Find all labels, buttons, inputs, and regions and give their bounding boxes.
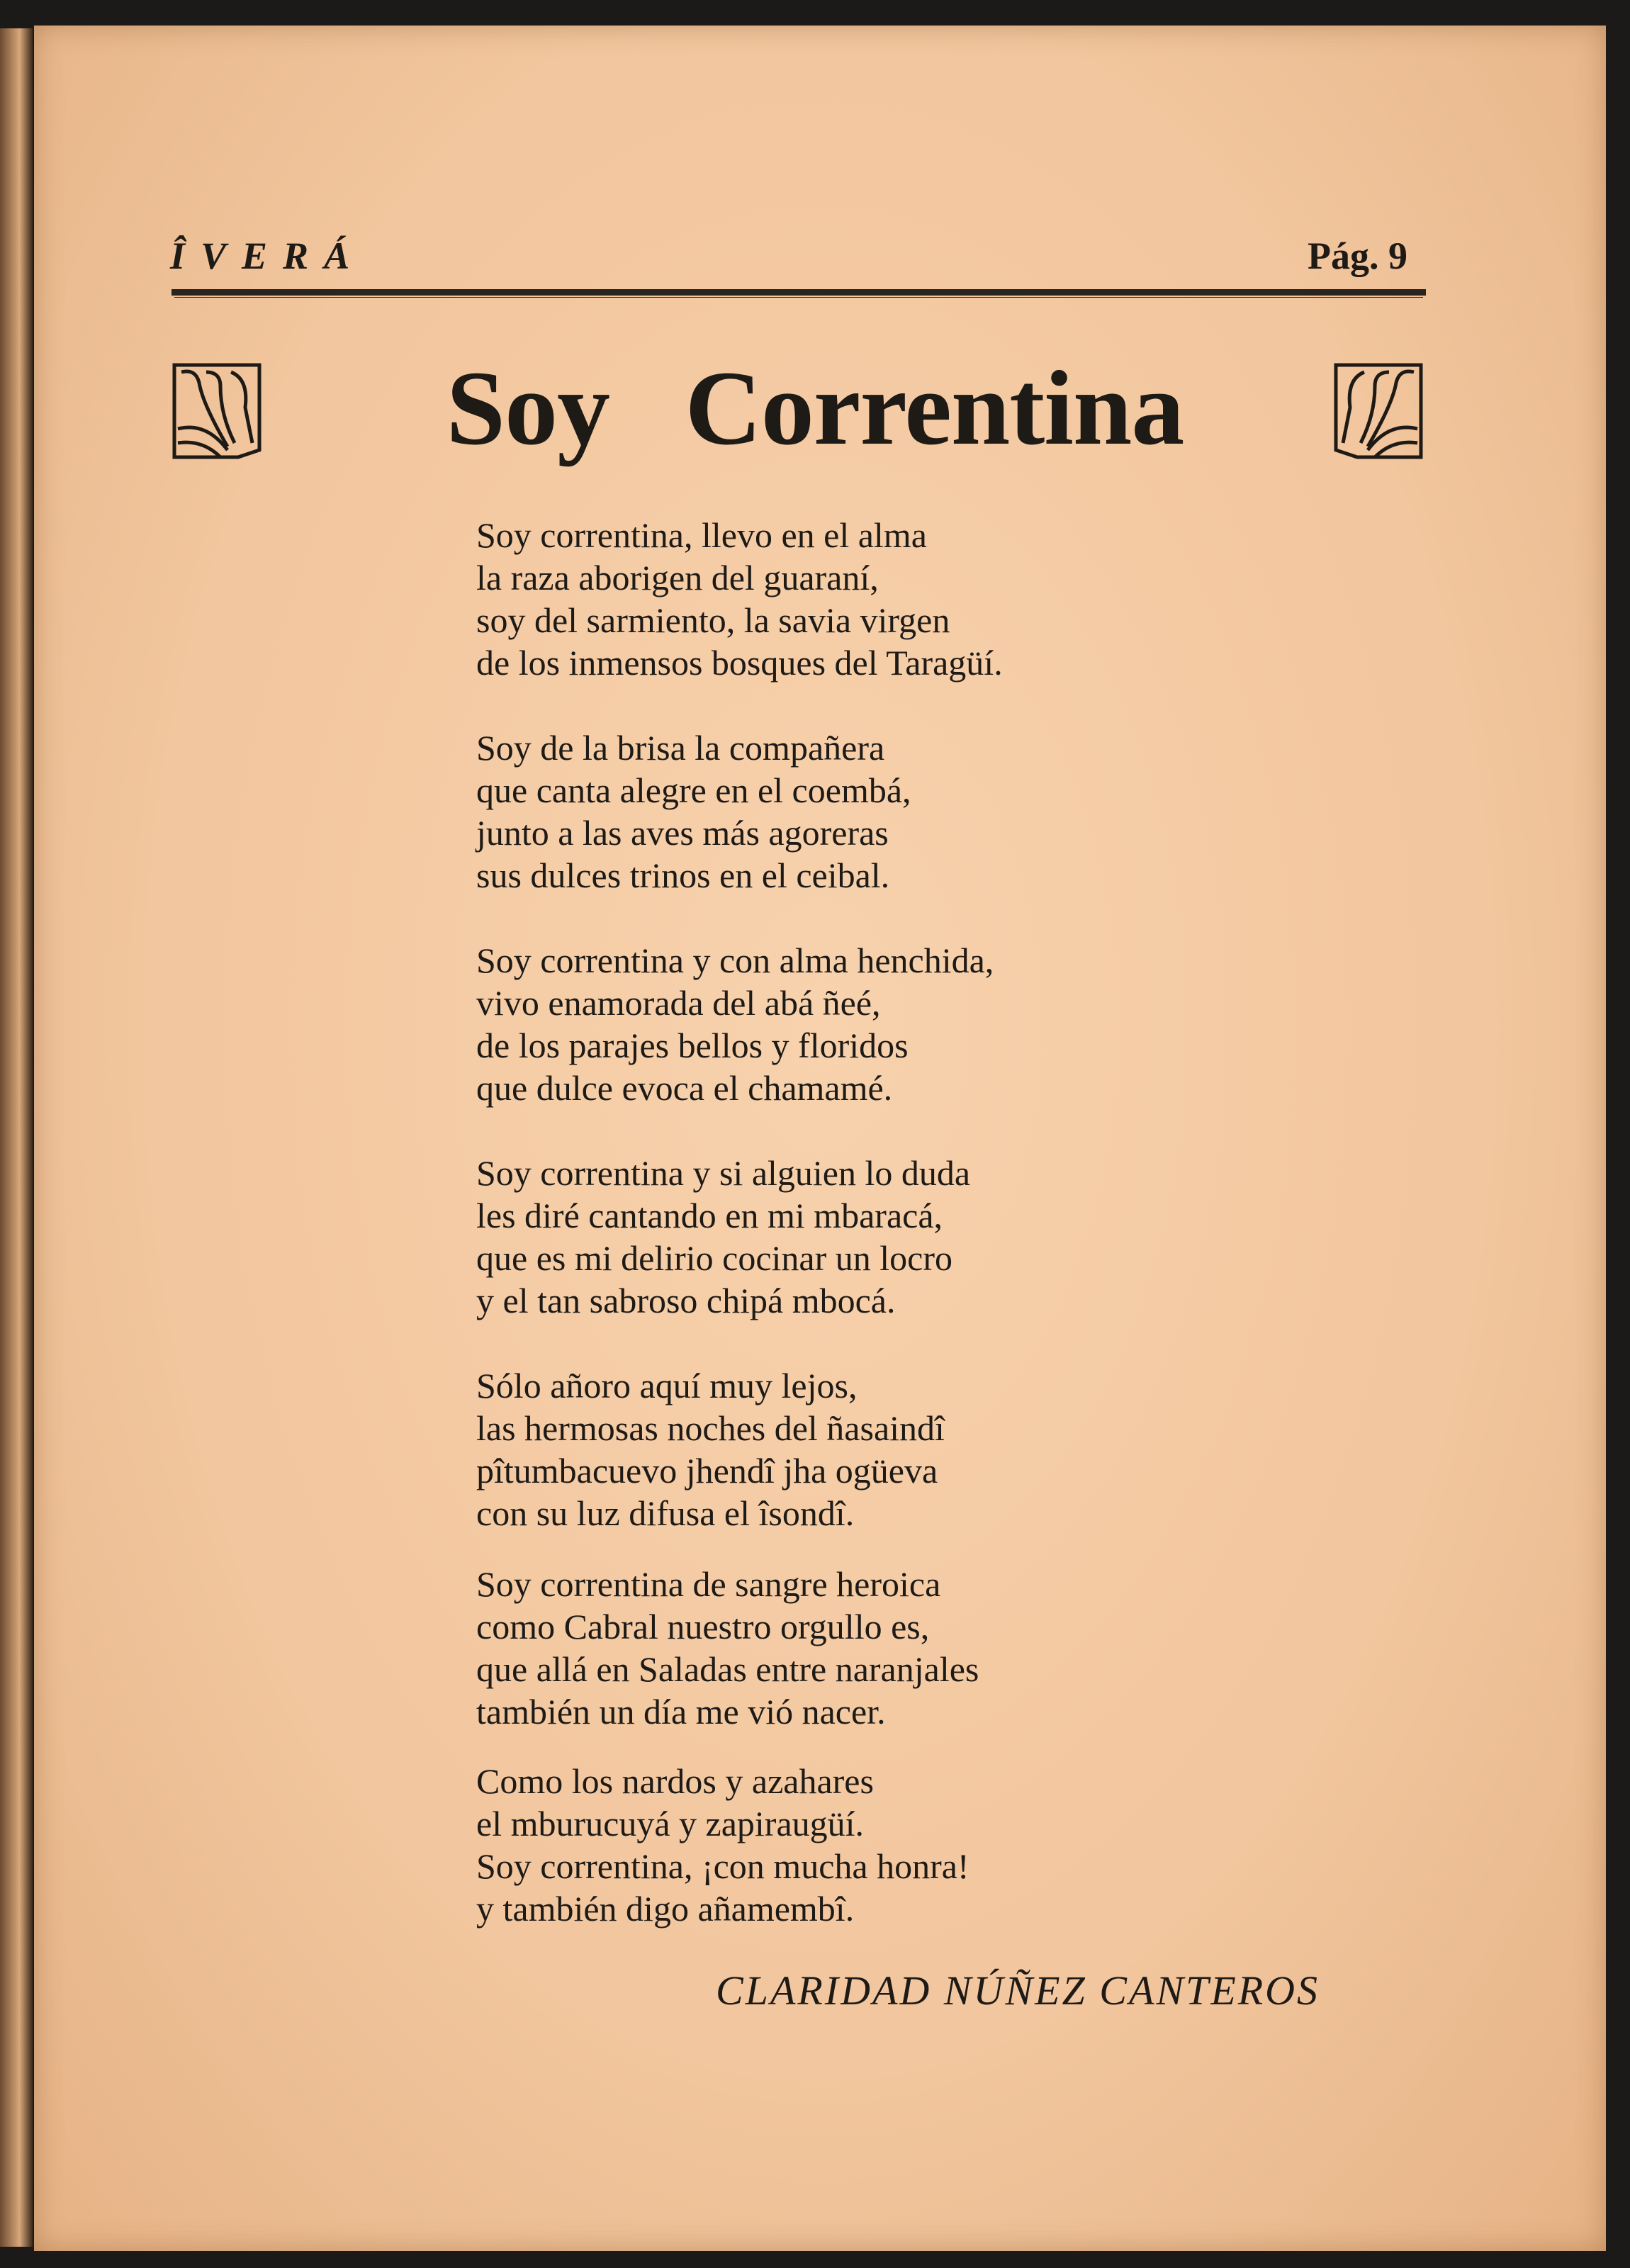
poem-line: Soy correntina y si alguien lo duda — [476, 1153, 971, 1193]
poem-title: Soy Correntina — [446, 349, 1184, 467]
poem-line: que es mi delirio cocinar un locro — [476, 1238, 952, 1278]
poem-line: la raza aborigen del guaraní, — [476, 558, 879, 597]
poem-line: Sólo añoro aquí muy lejos, — [476, 1366, 858, 1405]
poem-line: Como los nardos y azahares — [476, 1761, 874, 1801]
stanza-6 — [476, 1563, 979, 1733]
poem-line: y también digo añamembî. — [476, 1889, 855, 1929]
stanza-3 — [476, 939, 994, 1109]
poem-line: Soy correntina de sangre heroica — [476, 1564, 941, 1604]
poem-line: Soy correntina, llevo en el alma — [476, 515, 927, 555]
stanza-1 — [476, 514, 1003, 684]
stanza-7 — [476, 1760, 969, 1930]
poem-line: que dulce evoca el chamamé. — [476, 1068, 893, 1108]
stanza-4 — [476, 1152, 970, 1322]
page-number: Pág. 9 — [1308, 235, 1407, 277]
poem-line: soy del sarmiento, la savia virgen — [476, 600, 950, 640]
poem-line: también un día me vió nacer. — [476, 1692, 886, 1731]
poem-line: les diré cantando en mi mbaracá, — [476, 1196, 943, 1235]
poem-line: que canta alegre en el coembá, — [476, 770, 911, 810]
stanza-5 — [476, 1364, 945, 1534]
poem-line: de los inmensos bosques del Taragüí. — [476, 643, 1003, 683]
poem-line: junto a las aves más agoreras — [476, 813, 889, 853]
poem-line: Soy correntina y con alma henchida, — [476, 941, 994, 980]
poem-line: Soy correntina, ¡con mucha honra! — [476, 1846, 969, 1886]
poem-line: con su luz difusa el îsondî. — [476, 1493, 855, 1533]
poem-line: pîtumbacuevo jhendî jha ogüeva — [476, 1451, 938, 1491]
poem-line: las hermosas noches del ñasaindî — [476, 1408, 945, 1448]
publication-name: ÎVERÁ — [170, 235, 366, 277]
stanza-2 — [476, 726, 911, 897]
poem-line: de los parajes bellos y floridos — [476, 1026, 909, 1065]
poem-line: y el tan sabroso chipá mbocá. — [476, 1281, 896, 1320]
poem-line: el mburucuyá y zapiraugüí. — [476, 1804, 865, 1843]
poem-line: que allá en Saladas entre naranjales — [476, 1649, 979, 1689]
poem-line: sus dulces trinos en el ceibal. — [476, 855, 890, 895]
right-ornament-icon — [1329, 358, 1428, 464]
author-signature: CLARIDAD NÚÑEZ CANTEROS — [716, 1967, 1320, 2014]
header-rule — [172, 289, 1426, 296]
poem-line: Soy de la brisa la compañera — [476, 728, 885, 768]
poem-line: vivo enamorada del abá ñeé, — [476, 983, 881, 1023]
poem-line: como Cabral nuestro orgullo es, — [476, 1607, 930, 1646]
